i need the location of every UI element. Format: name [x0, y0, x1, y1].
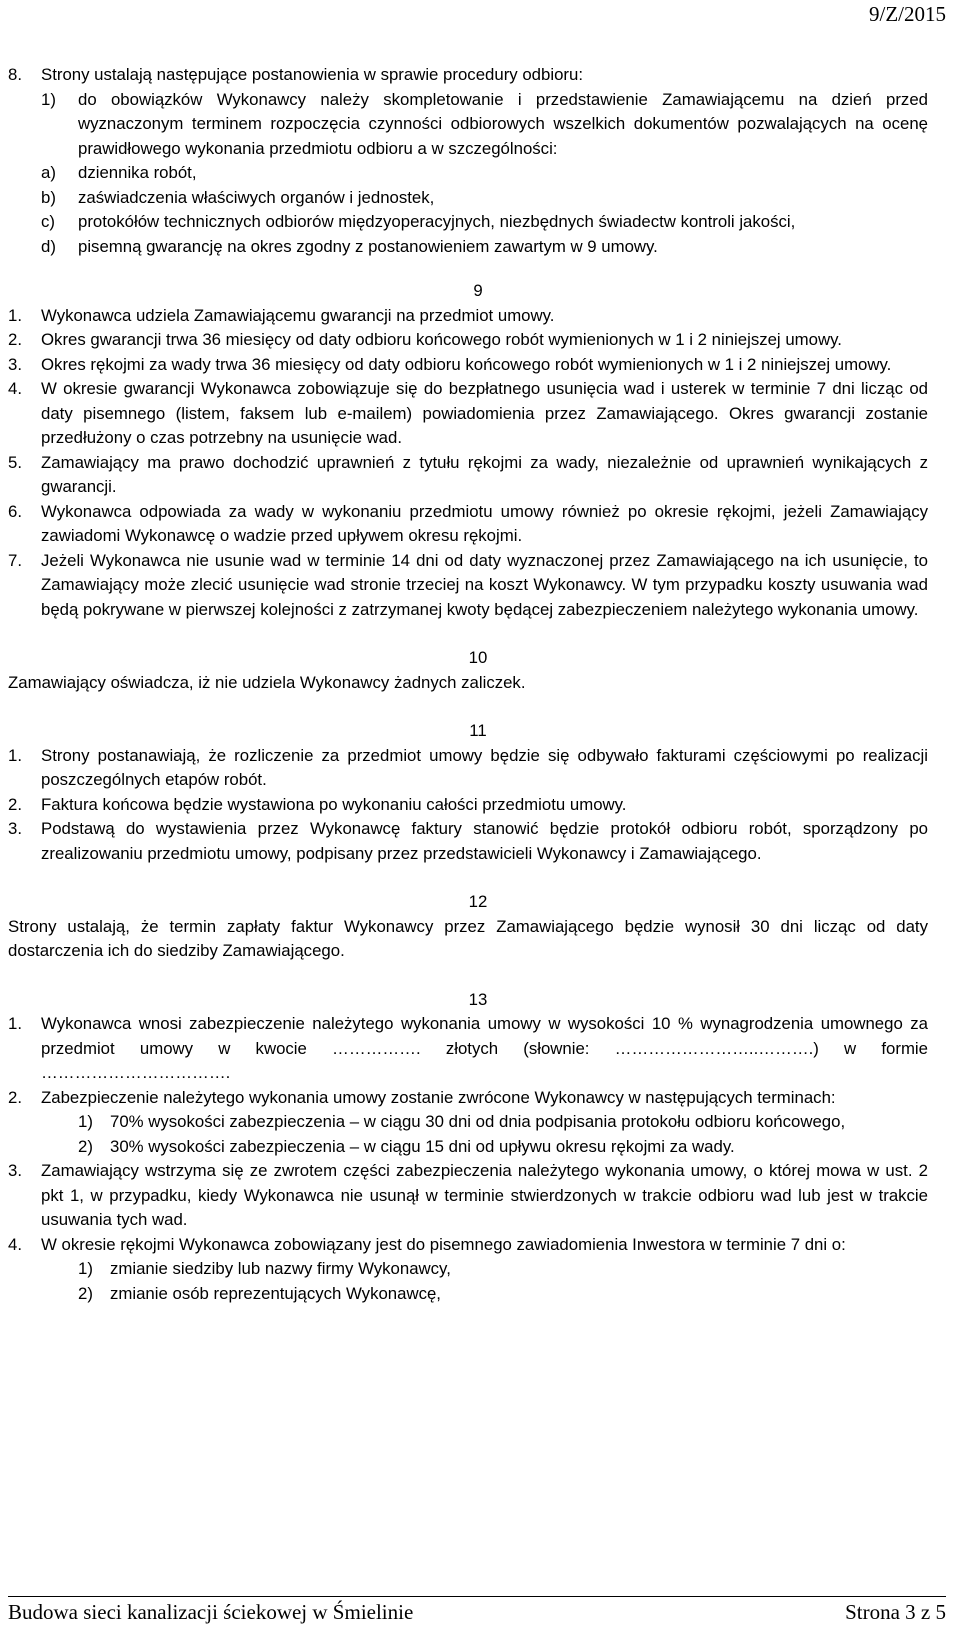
item-number: 3.: [8, 1161, 22, 1180]
page-footer: [8, 1596, 946, 1625]
item-text: 30% wysokości zabezpieczenia – w ciągu 15 dni od upływu okresu rękojmi za wady.: [110, 1136, 735, 1156]
list-item: [8, 353, 928, 378]
section-8-intro: Strony ustalają następujące postanowienia w sprawie procedury odbioru:: [41, 65, 583, 84]
list-item: [8, 1086, 928, 1111]
item-number: 2.: [8, 794, 22, 814]
list-item: [8, 451, 928, 500]
item-number: 8.: [8, 65, 22, 84]
item-text: protokółów technicznych odbiorów międzyoperacyjnych, niezbędnych świadectw kontroli jakości,: [78, 212, 796, 231]
paragraph-12-text: Strony ustalają, że termin zapłaty faktur Wykonawcy przez Zamawiającego będzie wynosił 30 dni licząc od daty dostarczenia ich do siedziby Zamawiającego.: [8, 916, 928, 960]
list-item: [8, 549, 928, 623]
item-letter: d): [41, 236, 56, 256]
item-number: 1.: [8, 745, 22, 765]
item-number: 2): [78, 1136, 93, 1156]
section-heading-12: 12: [468, 892, 488, 911]
list-item: [8, 1135, 928, 1160]
item-text: zmianie osób reprezentujących Wykonawcę,: [110, 1283, 441, 1303]
item-number: 2.: [8, 1087, 22, 1107]
document-body: [8, 63, 928, 1306]
list-item: [8, 1257, 928, 1282]
item-number: 1): [78, 1259, 93, 1278]
item-number: 4.: [8, 1234, 22, 1254]
item-number: 6.: [8, 501, 22, 521]
section-heading-13: 13: [468, 989, 488, 1009]
document-code: 9/Z/2015: [869, 2, 946, 26]
item-number: 2): [78, 1283, 93, 1303]
item-text: Wykonawca udziela Zamawiającemu gwarancji na przedmiot umowy.: [41, 305, 555, 325]
list-item: [8, 304, 928, 329]
item-text: Strony postanawiają, że rozliczenie za przedmiot umowy będzie się odbywało fakturami częściowymi po realizacji poszczególnych etapów robót.: [41, 745, 928, 789]
list-item: [8, 1159, 928, 1233]
section-heading-9: 9: [473, 281, 483, 300]
item-number: 7.: [8, 550, 22, 570]
paragraph-10-text: Zamawiający oświadcza, iż nie udziela Wykonawcy żadnych zaliczek.: [8, 672, 526, 692]
item-text: 70% wysokości zabezpieczenia – w ciągu 30 dni od dnia podpisania protokołu odbioru końcowego,: [110, 1112, 846, 1131]
list-item: [8, 235, 928, 260]
item-text: Zamawiający ma prawo dochodzić uprawnień z tytułu rękojmi za wady, niezależnie od uprawnień wynikających z gwarancji.: [41, 452, 928, 496]
item-letter: b): [41, 187, 56, 207]
item-number: 4.: [8, 379, 22, 398]
item-text: do obowiązków Wykonawcy należy skompletowanie i przedstawienie Zamawiającemu na dzień przed wyznaczonym terminem rozpoczęcia czynności odbiorowych wszelkich dokumentów pozwalających na ocenę prawidłowego wykonania przedmiotu odbioru a w szczególności:: [78, 89, 928, 158]
item-text: Zamawiający wstrzyma się ze zwrotem części zabezpieczenia należytego wykonania umowy, o której mowa w ust. 2 pkt 1, w przypadku, kiedy Wykonawca nie usunął w terminie stwierdzonych w trakcie odbioru wad lub jest w trakcie usuwania tych wad.: [41, 1161, 928, 1229]
list-item: [8, 1282, 928, 1307]
item-text: Podstawą do wystawienia przez Wykonawcę faktury stanowić będzie protokół odbioru robót, sporządzony po zrealizowaniu przedmiotu umowy, podpisany przez przedstawicieli Wykonawcy i Zamawiającego.: [41, 819, 928, 863]
section-heading-10: 10: [468, 648, 488, 667]
item-text: pisemną gwarancję na okres zgodny z postanowieniem zawartym w 9 umowy.: [78, 236, 658, 256]
item-text: Okres gwarancji trwa 36 miesięcy od daty odbioru końcowego robót wymienionych w 1 i 2 niniejszej umowy.: [41, 330, 842, 349]
item-text: Zabezpieczenie należytego wykonania umowy zostanie zwrócone Wykonawcy w następujących terminach:: [41, 1087, 836, 1107]
item-number: 1): [78, 1112, 93, 1131]
item-text: Wykonawca odpowiada za wady w wykonaniu przedmiotu umowy również po okresie rękojmi, jeżeli Zamawiający zawiadomi Wykonawcę o wadzie przed upływem okresu rękojmi.: [41, 501, 928, 545]
item-number: 1.: [8, 305, 22, 325]
item-number: 5.: [8, 452, 22, 472]
item-text: Jeżeli Wykonawca nie usunie wad w terminie 14 dni od daty wyznaczonej przez Zamawiającego na ich usunięcie, to Zamawiający może zlecić usunięcie wad stronie trzeciej na koszt Wykonawcy. W tym przypadku koszty usuwania wad będą pokrywane w pierwszej kolejności z zatrzymanej kwoty będącej zabezpieczeniem należytego wykonania umowy.: [41, 550, 928, 619]
item-text: zaświadczenia właściwych organów i jednostek,: [78, 187, 435, 207]
item-number: 1.: [8, 1014, 22, 1033]
item-letter: c): [41, 212, 55, 231]
item-number: 3.: [8, 819, 22, 838]
list-item: [8, 1012, 928, 1086]
item-text: zmianie siedziby lub nazwy firmy Wykonawcy,: [110, 1259, 451, 1278]
list-item: [8, 744, 928, 793]
item-text: dziennika robót,: [78, 163, 197, 182]
item-number: 3.: [8, 354, 22, 374]
list-item: [8, 328, 928, 353]
list-item: [8, 793, 928, 818]
footer-title: Budowa sieci kanalizacji ściekowej w Śmielinie: [8, 1600, 414, 1624]
list-item: [8, 186, 928, 211]
item-text: Wykonawca wnosi zabezpieczenie należytego wykonania umowy w wysokości 10 % wynagrodzenia umownego za przedmiot umowy w kwocie ……………. złotych (słownie: ……………………..……….) w formie …………………………….: [41, 1014, 928, 1082]
list-item: [8, 1233, 928, 1258]
section-8-item-1: [8, 88, 928, 162]
item-letter: a): [41, 163, 56, 182]
list-item: [8, 210, 928, 235]
page-number: Strona 3 z 5: [845, 1600, 946, 1624]
item-text: W okresie rękojmi Wykonawca zobowiązany jest do pisemnego zawiadomienia Inwestora w terminie 7 dni o:: [41, 1234, 846, 1254]
section-heading-11: 11: [469, 721, 487, 740]
item-text: Faktura końcowa będzie wystawiona po wykonaniu całości przedmiotu umowy.: [41, 794, 627, 814]
section-8: [8, 63, 928, 88]
list-item: [8, 500, 928, 549]
item-number: 2.: [8, 330, 22, 349]
item-text: W okresie gwarancji Wykonawca zobowiązuje się do bezpłatnego usunięcia wad i usterek w terminie 7 dni licząc od daty pisemnego (listem, faksem lub e-mailem) powiadomienia przez Zamawiającego. Okres gwarancji zostanie przedłużony o czas potrzebny na usunięcie wad.: [41, 379, 928, 447]
list-item: [8, 377, 928, 451]
list-item: [8, 161, 928, 186]
list-item: [8, 1110, 928, 1135]
item-number: 1): [41, 89, 56, 109]
list-item: [8, 817, 928, 866]
item-text: Okres rękojmi za wady trwa 36 miesięcy od daty odbioru końcowego robót wymienionych w 1 i 2 niniejszej umowy.: [41, 354, 892, 374]
